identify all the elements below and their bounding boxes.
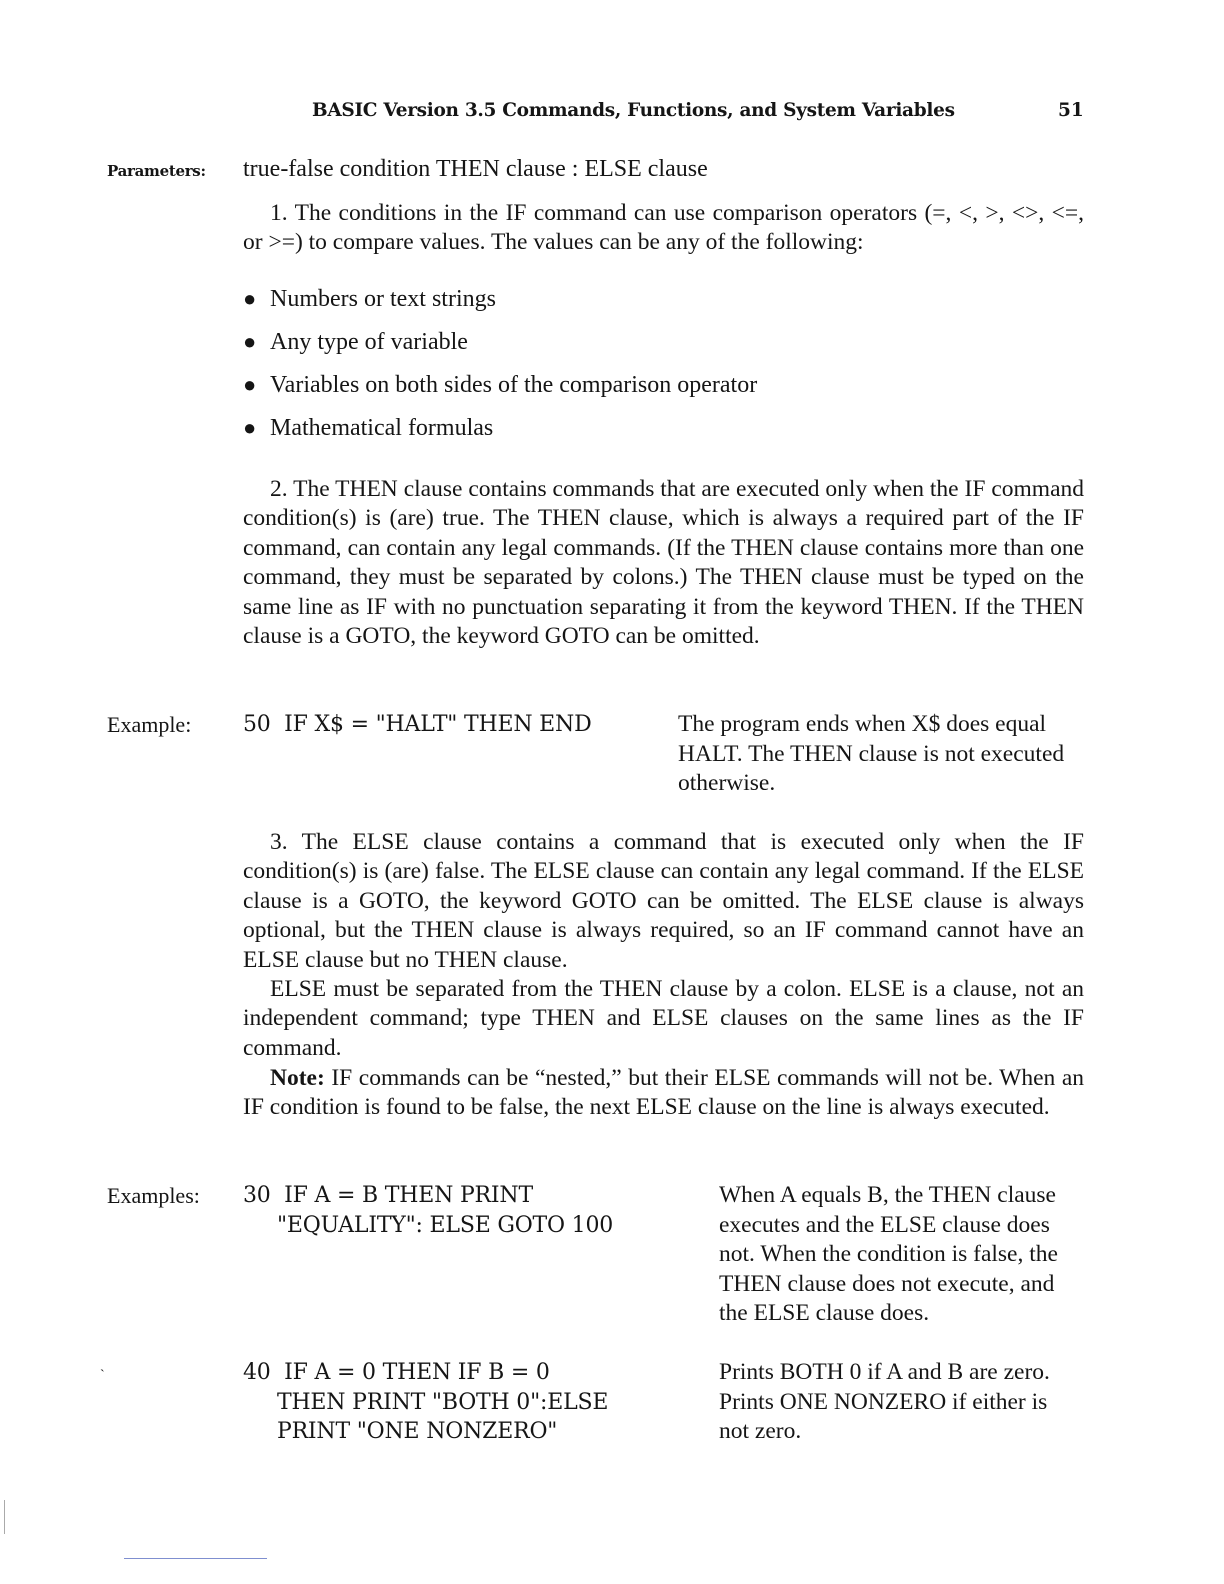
example-label: Example: — [107, 712, 192, 737]
note-text: IF commands can be “nested,” but their ELSE commands will not be. When an IF condition is found to be false, the next ELSE clause on the line is always executed. — [243, 1065, 1084, 1121]
example-code: 40 IF A = 0 THEN IF B = 0 THEN PRINT "BOTH 0":ELSE PRINT "ONE NONZERO" — [243, 1360, 609, 1444]
example-description: The program ends when X$ does equal HALT. The THEN clause is not executed otherwise. — [678, 711, 1065, 796]
list-item: ● Variables on both sides of the comparison operator — [243, 372, 758, 398]
example-code: 30 IF A = B THEN PRINT "EQUALITY": ELSE GOTO 100 — [243, 1183, 614, 1238]
item-1-text: 1. The conditions in the IF command can use comparison operators (=, <, >, <>, <=, or >=) to compare values. The values can be any of the following: — [243, 200, 1084, 256]
scan-margin-line — [4, 1500, 5, 1534]
example-description: Prints BOTH 0 if A and B are zero. Prints ONE NONZERO if either is not zero. — [719, 1359, 1050, 1444]
note-paragraph — [243, 1064, 1084, 1123]
item-2-text: 2. The THEN clause contains commands that are executed only when the IF command condition(s) is (are) true. The THEN clause, which is always a required part of the IF command, can contain any legal commands. (If the THEN clause contains more than one command, they must be separated by colons.) The THEN clause must be typed on the same line as IF with no punctuation separating it from the keyword THEN. If the THEN clause is a GOTO, the keyword GOTO can be omitted. — [243, 476, 1084, 650]
page-number: 51 — [1058, 100, 1084, 121]
value-types-list — [243, 286, 757, 458]
example-code: 50 IF X$ = "HALT" THEN END — [243, 712, 592, 737]
bullet-icon: ● — [243, 286, 257, 311]
stray-mark: ` — [100, 1368, 105, 1383]
list-item: ● Any type of variable — [243, 329, 468, 355]
bullet-icon: ● — [243, 329, 257, 354]
list-item: ● Mathematical formulas — [243, 415, 494, 441]
list-item: ● Numbers or text strings — [243, 286, 496, 312]
parameters-syntax: true-false condition THEN clause : ELSE clause — [243, 156, 708, 182]
examples-label: Examples: — [107, 1183, 200, 1208]
parameters-label: Parameters: — [107, 162, 206, 180]
example-description: When A equals B, the THEN clause executes and the ELSE clause does not. When the condition is false, the THEN clause does not execute, and the ELSE clause does. — [719, 1182, 1058, 1326]
else-paragraph: ELSE must be separated from the THEN clause by a colon. ELSE is a clause, not an independent command; type THEN and ELSE clauses on the same lines as the IF command. — [243, 976, 1084, 1061]
bullet-icon: ● — [243, 372, 257, 397]
footer-rule — [124, 1558, 267, 1559]
item-3-text: 3. The ELSE clause contains a command that is executed only when the IF condition(s) is (are) false. The ELSE clause can contain any legal command. If the ELSE clause is a GOTO, the keyword GOTO can be omitted. The ELSE clause is always optional, but the THEN clause is always required, so an IF command cannot have an ELSE clause but no THEN clause. — [243, 829, 1084, 973]
running-header-title: BASIC Version 3.5 Commands, Functions, and System Variables — [312, 100, 955, 121]
bullet-icon: ● — [243, 415, 257, 440]
note-label: Note: — [270, 1065, 325, 1091]
